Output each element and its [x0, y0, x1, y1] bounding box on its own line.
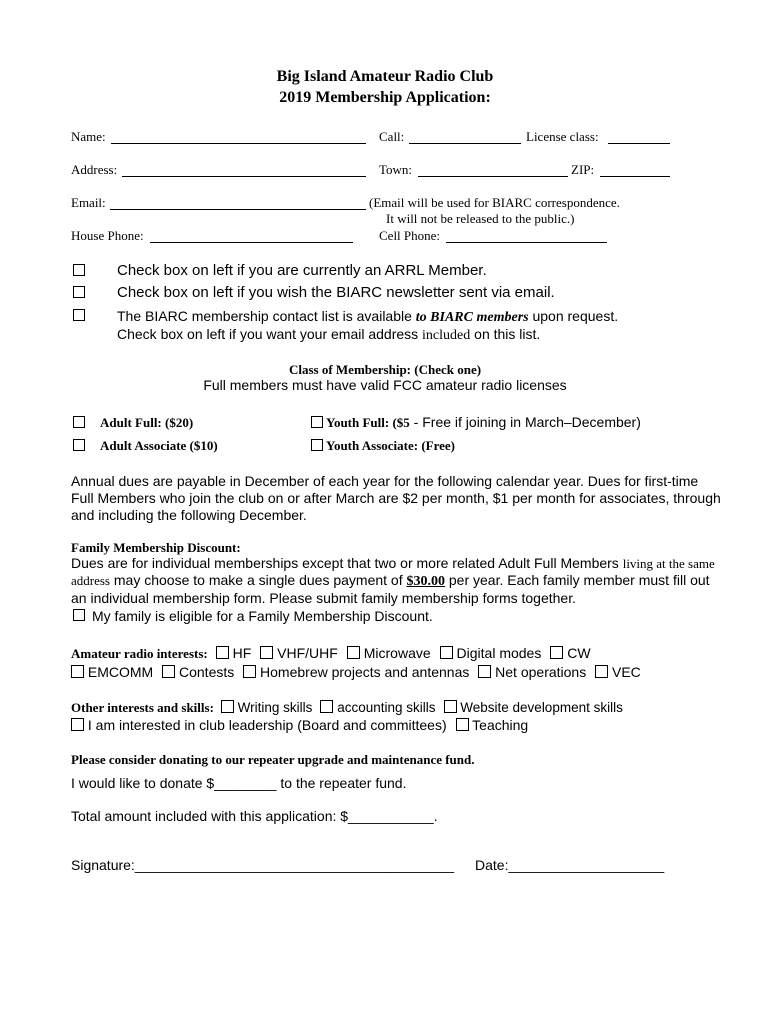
accounting-skills-checkbox[interactable] — [320, 700, 333, 713]
other-interests-row2 — [71, 717, 528, 733]
vec-label: VEC — [612, 664, 641, 680]
cell-phone-field[interactable] — [446, 242, 607, 243]
form-title: Big Island Amateur Radio Club — [276, 68, 494, 85]
family-text-c: may choose to make a single dues payment of — [113, 572, 403, 588]
license-label: License class: — [526, 129, 599, 144]
family-text-b: living at the same address — [71, 556, 715, 588]
name-field[interactable] — [111, 143, 366, 144]
hf-checkbox[interactable] — [216, 646, 229, 659]
youth-full-label — [326, 414, 641, 432]
writing-skills-label: Writing skills — [237, 700, 313, 715]
teaching-checkbox[interactable] — [456, 718, 469, 731]
cw-label: CW — [567, 645, 591, 661]
leadership-checkbox[interactable] — [71, 718, 84, 731]
signature-line[interactable]: Signature:_________________________________________ — [71, 857, 455, 873]
emcomm-checkbox[interactable] — [71, 665, 84, 678]
digital-modes-label: Digital modes — [456, 645, 542, 661]
arrl-text: Check box on left if you are currently an ARRL Member. — [117, 262, 487, 279]
family-text-a: Dues are for individual memberships except that two or more related Adult Full Members — [71, 555, 619, 571]
family-discount-checkbox[interactable] — [73, 609, 85, 621]
address-label: Address: — [71, 162, 118, 177]
newsletter-text: Check box on left if you wish the BIARC newsletter sent via email. — [117, 284, 555, 301]
writing-skills-checkbox[interactable] — [221, 700, 234, 713]
leadership-label: I am interested in club leadership (Board and committees) — [87, 717, 447, 733]
contact-text-b: to BIARC members — [415, 310, 529, 325]
contact-text-a: The BIARC membership contact list is available — [117, 308, 412, 324]
membership-subheading: Full members must have valid FCC amateur radio licenses — [203, 377, 567, 393]
hf-label: HF — [232, 645, 252, 661]
vec-checkbox[interactable] — [595, 665, 608, 678]
contact-line2-b: included — [422, 328, 471, 343]
zip-label: ZIP: — [571, 162, 595, 177]
arrl-checkbox[interactable] — [73, 264, 85, 276]
adult-associate-checkbox[interactable] — [73, 439, 85, 451]
house-phone-label: House Phone: — [71, 228, 144, 243]
name-label: Name: — [71, 129, 106, 144]
membership-heading: Class of Membership: (Check one) — [288, 362, 482, 377]
youth-associate-label: Youth Associate: (Free) — [326, 438, 456, 453]
newsletter-checkbox[interactable] — [73, 286, 85, 298]
email-note-line2: It will not be released to the public.) — [386, 211, 575, 226]
email-label: Email: — [71, 195, 106, 210]
other-interests-row1 — [71, 699, 623, 717]
youth-associate-checkbox[interactable] — [311, 439, 323, 451]
contact-list-checkbox[interactable] — [73, 309, 85, 321]
family-discount-text: My family is eligible for a Family Membership Discount. — [92, 608, 433, 624]
accounting-skills-label: accounting skills — [337, 700, 436, 715]
email-field[interactable] — [110, 209, 366, 210]
emcomm-label: EMCOMM — [87, 664, 154, 680]
email-note-line1: (Email will be used for BIARC correspondence. — [369, 195, 620, 210]
total-amount-line[interactable]: Total amount included with this application: $___________. — [71, 808, 438, 824]
donation-heading: Please consider donating to our repeater upgrade and maintenance fund. — [71, 752, 475, 767]
radio-interests-heading: Amateur radio interests: — [71, 646, 208, 661]
form-subtitle: 2019 Membership Application: — [279, 89, 491, 106]
family-text-d: per year. Each family member must fill out an individual membership form. Please submit family membership forms together. — [71, 572, 710, 606]
contact-line2-c: on this list. — [474, 326, 541, 342]
radio-interests-row2 — [71, 664, 641, 680]
zip-field[interactable] — [600, 176, 670, 177]
contests-checkbox[interactable] — [162, 665, 175, 678]
website-skills-label: Website development skills — [460, 700, 623, 715]
digital-modes-checkbox[interactable] — [440, 646, 453, 659]
house-phone-field[interactable] — [150, 242, 353, 243]
cell-phone-label: Cell Phone: — [379, 228, 441, 243]
date-line[interactable]: Date:____________________ — [475, 857, 665, 873]
family-amount: $30.00 — [406, 574, 445, 589]
call-field[interactable] — [409, 143, 521, 144]
other-interests-heading: Other interests and skills: — [71, 700, 214, 715]
youth-full-checkbox[interactable] — [311, 416, 323, 428]
homebrew-label: Homebrew projects and antennas — [260, 664, 470, 680]
adult-associate-label: Adult Associate ($10) — [100, 438, 218, 453]
address-field[interactable] — [122, 176, 366, 177]
donation-line[interactable]: I would like to donate $________ to the repeater fund. — [71, 775, 407, 791]
contests-label: Contests — [179, 664, 235, 680]
homebrew-checkbox[interactable] — [243, 665, 256, 678]
license-field[interactable] — [608, 143, 670, 144]
net-operations-checkbox[interactable] — [478, 665, 491, 678]
family-heading: Family Membership Discount: — [71, 540, 241, 555]
youth-full-a: Youth Full: ($5 — [326, 415, 410, 430]
website-skills-checkbox[interactable] — [444, 700, 457, 713]
youth-full-b: - Free if joining in March–December) — [409, 414, 641, 430]
call-label: Call: — [379, 129, 405, 144]
adult-full-checkbox[interactable] — [73, 416, 85, 428]
town-label: Town: — [379, 162, 413, 177]
family-paragraph — [71, 555, 721, 607]
contact-line2-a: Check box on left if you want your email address — [117, 326, 419, 342]
contact-list-text — [117, 308, 618, 326]
vhf-uhf-label: VHF/UHF — [277, 645, 338, 661]
town-field[interactable] — [418, 176, 568, 177]
radio-interests-row1 — [71, 645, 591, 663]
net-operations-label: Net operations — [495, 664, 587, 680]
adult-full-label: Adult Full: ($20) — [100, 415, 194, 430]
microwave-checkbox[interactable] — [347, 646, 360, 659]
microwave-label: Microwave — [363, 645, 431, 661]
contact-text-c: upon request. — [532, 308, 619, 324]
dues-paragraph: Annual dues are payable in December of each year for the following calendar year. Dues for first-time Full Members who join the club on or after March are $2 per month, $1 per month for associates, through and including the following December. — [71, 473, 721, 523]
teaching-label: Teaching — [472, 717, 529, 733]
vhf-uhf-checkbox[interactable] — [260, 646, 273, 659]
contact-list-text-line2 — [117, 326, 540, 344]
cw-checkbox[interactable] — [550, 646, 563, 659]
